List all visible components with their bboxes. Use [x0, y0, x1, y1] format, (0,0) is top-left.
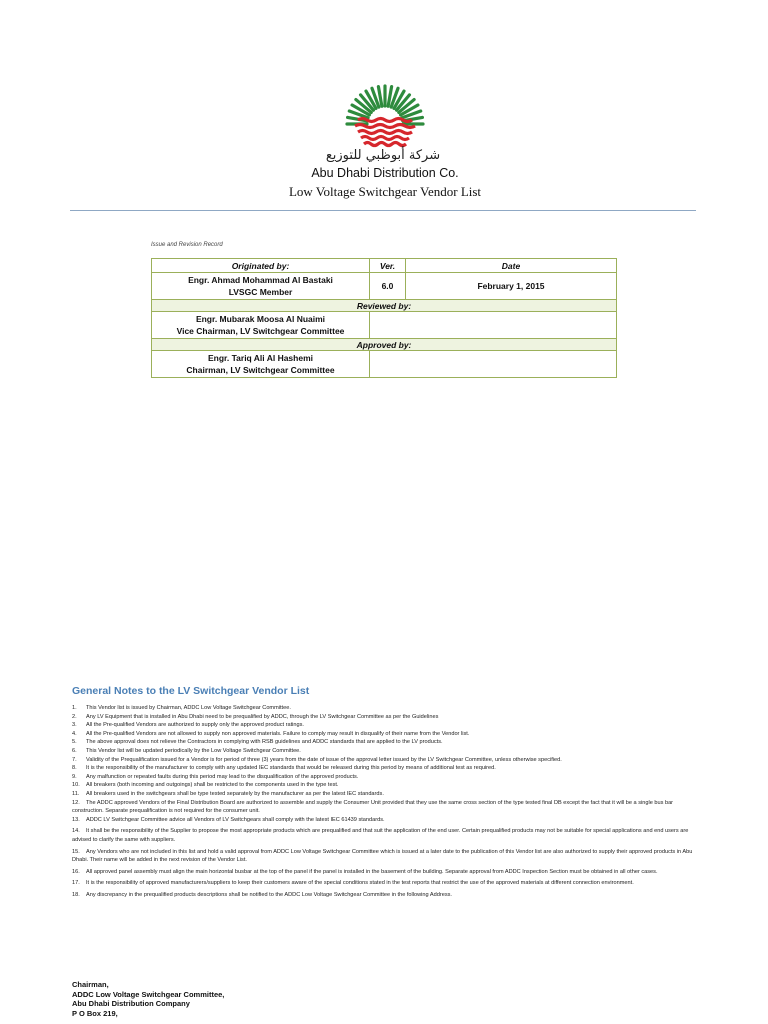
- revision-header-row: [152, 259, 617, 273]
- ver-label: Ver.: [370, 259, 406, 273]
- notes-heading: General Notes to the LV Switchgear Vendor List: [72, 685, 310, 697]
- note-text: All the Pre-qualified Vendors are authorized to supply only the approved product ratings.: [86, 722, 304, 729]
- note-item: [72, 790, 697, 799]
- note-item: [72, 868, 697, 877]
- approved-row: [152, 339, 617, 351]
- note-item: [72, 799, 697, 816]
- note-number: 3.: [72, 722, 77, 729]
- note-number: 16.: [72, 868, 80, 875]
- header-divider: [70, 210, 696, 211]
- note-item: [72, 704, 697, 713]
- reviewed-row: [152, 300, 617, 312]
- contact-address: [72, 980, 224, 1018]
- note-item: [72, 827, 697, 844]
- note-item: [72, 891, 697, 900]
- note-text: It is the responsibility of approved manufacturers/suppliers to keep their customers aware of the special conditions stated in the test reports that restrict the use of the approved materials at different connection environment.: [86, 880, 634, 887]
- reviewer-row: [152, 312, 617, 339]
- note-item: [72, 756, 697, 765]
- note-item: [72, 730, 697, 739]
- notes-list: [72, 704, 697, 899]
- note-number: 6.: [72, 747, 77, 754]
- approver-name: Engr. Tariq Ali Al Hashemi: [207, 353, 313, 363]
- reviewer-role: Vice Chairman, LV Switchgear Committee: [176, 326, 345, 336]
- address-line: Chairman,: [72, 980, 109, 989]
- reviewer-cell: [152, 312, 370, 339]
- originator-cell: [152, 273, 370, 300]
- note-text: Any malfunction or repeated faults during this period may lead to the disqualification of the approved products.: [86, 773, 359, 780]
- approver-row: [152, 351, 617, 378]
- note-item: [72, 713, 697, 722]
- reviewer-blank-cell: [370, 312, 617, 339]
- note-item: [72, 879, 697, 888]
- note-text: This Vendor list will be updated periodically by the Low Voltage Switchgear Committee.: [86, 747, 301, 754]
- note-text: Validity of the Prequalification issued for a Vendor is for period of three (3) years from the date of issue of the approval letter issued by the LV Switchgear Committee, unless otherwise specified.: [86, 756, 562, 763]
- note-item: [72, 764, 697, 773]
- note-item: [72, 738, 697, 747]
- note-number: 5.: [72, 739, 77, 746]
- originator-role: LVSGC Member: [228, 287, 293, 297]
- note-item: [72, 848, 697, 865]
- reviewed-label: Reviewed by:: [152, 300, 617, 312]
- reviewer-name: Engr. Mubarak Moosa Al Nuaimi: [195, 314, 326, 324]
- note-text: All breakers (both incoming and outgoings) shall be restricted to the components used in the type test.: [86, 782, 339, 789]
- note-number: 12.: [72, 799, 80, 806]
- note-number: 9.: [72, 773, 77, 780]
- note-text: Any LV Equipment that is installed in Abu Dhabi need to be prequalified by ADDC, through the LV Switchgear Committee as per the Guidelines: [86, 713, 439, 720]
- note-number: 14.: [72, 828, 80, 835]
- address-line: ADDC Low Voltage Switchgear Committee,: [72, 989, 225, 999]
- approver-blank-cell: [370, 351, 617, 378]
- note-text: The above approval does not relieve the Contractors in complying with RSB guidelines and ADDC standards that are applied to the LV products.: [86, 739, 443, 746]
- note-number: 7.: [72, 756, 77, 763]
- date-label: Date: [406, 259, 617, 273]
- note-item: [72, 781, 697, 790]
- originated-label: Originated by:: [152, 259, 370, 273]
- note-text: Any discrepancy in the prequalified products descriptions shall be notified to the ADDC Low Voltage Switchgear Committee in the following Address.: [86, 891, 452, 898]
- address-line: Abu Dhabi Distribution Company: [72, 999, 190, 1008]
- originator-row: [152, 273, 617, 300]
- note-item: [72, 773, 697, 782]
- note-number: 4.: [72, 730, 77, 737]
- note-text: This Vendor list is issued by Chairman, ADDC Low Voltage Switchgear Committee.: [86, 705, 291, 711]
- note-number: 10.: [72, 782, 80, 789]
- approver-cell: [152, 351, 370, 378]
- approved-label: Approved by:: [152, 339, 617, 351]
- document-title: Low Voltage Switchgear Vendor List: [288, 184, 482, 199]
- note-item: [72, 816, 697, 825]
- company-name: Abu Dhabi Distribution Co.: [311, 166, 459, 180]
- note-text: Any Vendors who are not included in this list and hold a valid approval from ADDC Low Voltage Switchgear Committee which is issued at a later date to the publication of this Vendor list are also authorized to supply their approved products in Abu Dhabi. Their name will be added in the next revision of the Vendor List.: [72, 848, 693, 864]
- note-item: [72, 721, 697, 730]
- approver-role: Chairman, LV Switchgear Committee: [186, 365, 335, 375]
- note-number: 1.: [72, 705, 77, 711]
- note-text: All the Pre-qualified Vendors are not allowed to supply non approved materials. Failure to comply may result in disqualify of their name from the Vendor list.: [86, 730, 470, 737]
- revision-caption: Issue and Revision Record: [151, 242, 223, 248]
- date-value: February 1, 2015: [406, 273, 617, 300]
- note-text: The ADDC approved Vendors of the Final Distribution Board are authorized to assemble and supply the Consumer Unit provided that they use the same cross section of the type tested final DB except the fact that it will be a single bus bar construction. Separate prequalification is not required for the consumer unit.: [72, 799, 674, 815]
- note-text: All approved panel assembly must align the main horizontal busbar at the top of the panel if the panel is installed in the basement of the building. Separate approval from ADDC Inspection Section must be obtained in all other cases.: [86, 868, 658, 875]
- note-text: All breakers used in the switchgears shall be type tested separately by the manufacturer as per the latest IEC standards.: [86, 790, 384, 797]
- note-number: 18.: [72, 891, 80, 898]
- note-number: 13.: [72, 816, 80, 823]
- note-number: 17.: [72, 880, 80, 887]
- note-number: 11.: [72, 790, 80, 797]
- note-number: 2.: [72, 713, 77, 720]
- note-number: 15.: [72, 848, 80, 855]
- company-arabic-name: شركة أبوظبي للتوزيع: [325, 148, 441, 163]
- note-text: It shall be the responsibility of the Supplier to propose the most appropriate products which are prequalified and that suit the application of the end user. Certain prequalified products may not be suitable for special applications and end users are advised to clarify the same with suppliers.: [72, 828, 689, 843]
- note-number: 8.: [72, 765, 77, 772]
- note-text: ADDC LV Switchgear Committee advice all Vendors of LV Switchgears shall comply with the latest IEC 61439 standards.: [86, 816, 385, 823]
- note-item: [72, 747, 697, 756]
- originator-name: Engr. Ahmad Mohammad Al Bastaki: [188, 275, 333, 285]
- version-value: 6.0: [370, 273, 406, 300]
- addc-logo-icon: [344, 80, 426, 152]
- address-line: P O Box 219,: [72, 1008, 118, 1018]
- note-text: It is the responsibility of the manufacturer to comply with any updated IEC standards that would be released during this period by means of additional test as required.: [86, 765, 496, 772]
- revision-table: [151, 258, 617, 378]
